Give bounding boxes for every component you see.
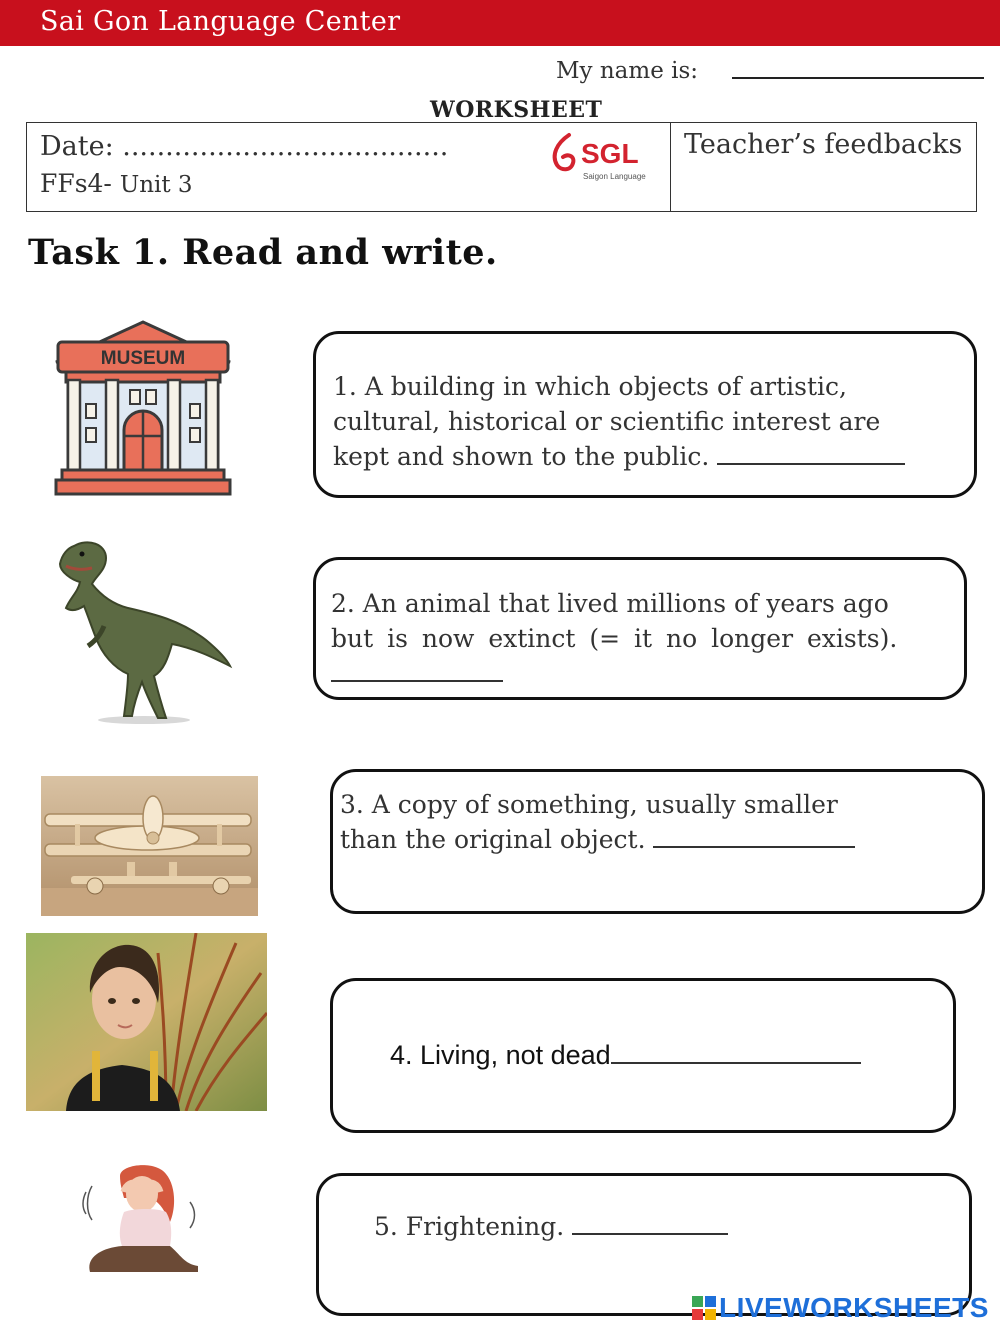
- date-field: Date: ......................................: [40, 131, 449, 162]
- logo-subtext: Saigon Language: [583, 172, 646, 181]
- info-table: [26, 122, 977, 212]
- question-3-text: [340, 787, 855, 857]
- logo-text: SGL: [581, 138, 639, 169]
- question-1-line-with-blank: [333, 439, 905, 474]
- name-field[interactable]: [732, 77, 984, 79]
- sgl-swirl-icon: [555, 135, 574, 169]
- question-2-line: 2. An animal that lived millions of years ago: [331, 589, 889, 618]
- answer-blank-3[interactable]: [653, 846, 855, 848]
- question-5-text: [374, 1209, 728, 1244]
- unit-label: Unit 3: [119, 172, 193, 198]
- question-2-text: [331, 586, 897, 691]
- question-4-text: [390, 1038, 861, 1073]
- answer-blank-1[interactable]: [717, 463, 905, 465]
- course-code: FFs4-: [40, 169, 112, 198]
- question-5-line: 5. Frightening.: [374, 1212, 565, 1241]
- liveworksheets-watermark: [692, 1292, 989, 1324]
- wooden-airplane-model-photo: [41, 776, 258, 916]
- teacher-feedback-label: Teacher’s feedbacks: [684, 129, 963, 160]
- question-3-line-with-blank: [340, 822, 855, 857]
- course-unit: [40, 169, 193, 198]
- answer-blank-2[interactable]: [331, 680, 503, 682]
- table-divider: [670, 123, 671, 211]
- name-label: My name is:: [556, 58, 699, 84]
- question-2-blank-line: [331, 656, 897, 691]
- question-3-line: than the original object.: [340, 825, 646, 854]
- question-1-text: [333, 369, 905, 474]
- question-3-line: 3. A copy of something, usually smaller: [340, 790, 838, 819]
- question-4-line: 4. Living, not dead: [390, 1040, 611, 1070]
- header-bar: [0, 0, 1000, 46]
- center-name: Sai Gon Language Center: [40, 6, 401, 37]
- question-1-line: 1. A building in which objects of artistic,: [333, 372, 847, 401]
- watermark-text: LIVEWORKSHEETS: [719, 1292, 989, 1323]
- answer-blank-5[interactable]: [572, 1233, 728, 1235]
- question-1-line: kept and shown to the public.: [333, 442, 710, 471]
- scared-woman-illustration: [80, 1162, 200, 1274]
- worksheet-title: WORKSHEET: [430, 97, 603, 123]
- girl-in-field-photo: [26, 933, 267, 1111]
- museum-sign-text: MUSEUM: [100, 348, 186, 369]
- answer-blank-4[interactable]: [611, 1062, 861, 1064]
- liveworksheets-grid-icon: [692, 1296, 716, 1320]
- task-title: Task 1. Read and write.: [28, 232, 498, 273]
- question-2-line: but is now extinct (= it no longer exists).: [331, 624, 898, 653]
- sgl-logo: [547, 129, 657, 185]
- dinosaur-photo: [44, 536, 234, 726]
- museum-illustration: [52, 318, 234, 500]
- question-1-line: cultural, historical or scientific interest are: [333, 407, 881, 436]
